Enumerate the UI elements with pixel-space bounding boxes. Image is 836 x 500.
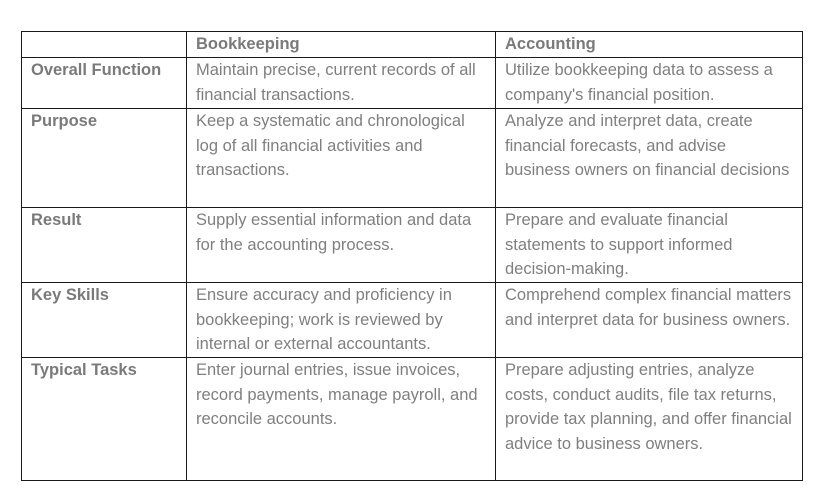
row-label: Purpose xyxy=(22,109,187,208)
row-label: Result xyxy=(22,208,187,283)
table-row xyxy=(22,109,803,208)
bookkeeping-cell: Enter journal entries, issue invoices, record payments, manage payroll, and reconcile accounts. xyxy=(187,358,496,481)
header-cell-bookkeeping: Bookkeeping xyxy=(187,32,496,58)
table-row xyxy=(22,58,803,109)
accounting-cell: Prepare and evaluate financial statements to support informed decision-making. xyxy=(496,208,803,283)
row-label: Typical Tasks xyxy=(22,358,187,481)
table-row xyxy=(22,358,803,481)
bookkeeping-cell: Keep a systematic and chronological log of all financial activities and transactions. xyxy=(187,109,496,208)
accounting-cell: Analyze and interpret data, create financial forecasts, and advise business owners on financial decisions xyxy=(496,109,803,208)
row-label: Overall Function xyxy=(22,58,187,109)
comparison-table xyxy=(21,31,803,481)
header-row xyxy=(22,32,803,58)
row-label: Key Skills xyxy=(22,283,187,358)
accounting-cell: Utilize bookkeeping data to assess a company's financial position. xyxy=(496,58,803,109)
bookkeeping-cell: Supply essential information and data for the accounting process. xyxy=(187,208,496,283)
accounting-cell: Comprehend complex financial matters and interpret data for business owners. xyxy=(496,283,803,358)
bookkeeping-cell: Maintain precise, current records of all financial transactions. xyxy=(187,58,496,109)
accounting-cell: Prepare adjusting entries, analyze costs, conduct audits, file tax returns, provide tax planning, and offer financial advice to business owners. xyxy=(496,358,803,481)
header-cell-accounting: Accounting xyxy=(496,32,803,58)
table-row xyxy=(22,283,803,358)
table-row xyxy=(22,208,803,283)
header-cell-empty xyxy=(22,32,187,58)
bookkeeping-cell: Ensure accuracy and proficiency in bookkeeping; work is reviewed by internal or external accountants. xyxy=(187,283,496,358)
